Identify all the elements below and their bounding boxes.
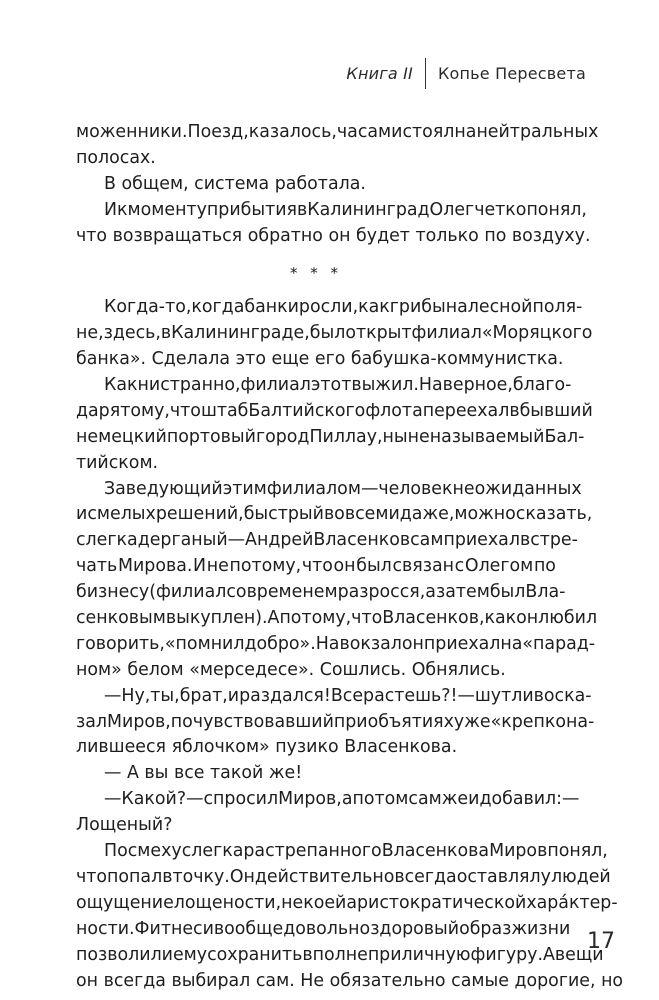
paragraph [76, 295, 593, 373]
text-line: В общем, система работала. [104, 173, 366, 194]
text-block-before-separator [76, 120, 599, 249]
text-line: Когда-то, когда банки росли, как грибы на лесной поля- [104, 297, 583, 318]
paragraph [76, 787, 580, 839]
text-line: немецкий портовый город Пиллау, ныне называемый Бал- [76, 426, 585, 447]
text-line: Лощеный? [76, 815, 173, 836]
text-line: бизнесу (филиал со временем разросся, а затем был Вла- [76, 582, 566, 603]
text-line: Заведующий этим филиалом — человек неожиданных [104, 478, 582, 499]
paragraph [76, 373, 593, 477]
paragraph [76, 684, 595, 762]
text-line: ощущение лощености, некоей аристократической хара́ктер- [76, 892, 618, 913]
text-line: — Ну, ты, брат, и раздался! Все растешь?! — шутливо ска- [104, 685, 592, 706]
text-line: ном» белом «мерседесе». Сошлись. Обнялись. [76, 659, 506, 680]
book-number: Книга II [346, 63, 413, 83]
text-line: тийском. [76, 452, 159, 473]
text-line: говорить, «помнил добро». На вокзал он приехал на «парад- [76, 633, 596, 654]
text-line: позволили ему сохранить вполне приличную фигуру. А вещи [76, 944, 604, 965]
paragraph [76, 761, 556, 787]
text-line: банка». Сделала это еще его бабушка-коммунистка. [76, 349, 564, 370]
text-line: чать Мирова. И не потому, что он был связан с Олегом по [76, 556, 556, 577]
text-line: Как ни странно, филиал этот выжил. Наверное, благо- [104, 375, 572, 396]
text-line: слегка дерганый — Андрей Власенков сам приехал встре- [76, 530, 578, 551]
text-line: сенковым выкуплен). А потому, что Власенков, как он любил [76, 608, 598, 629]
text-line: не, здесь, в Калининграде, был открыт филиал «Моряцкого [76, 323, 593, 344]
section-separator: * * * [289, 264, 343, 283]
text-line: По смеху слегка растрепанного Власенкова Миров понял, [104, 841, 608, 862]
text-line: И к моменту прибытия в Калининград Олег четко понял, [104, 199, 587, 220]
text-line: — А вы все такой же! [104, 763, 303, 784]
text-line: моженники. Поезд, казалось, часами стоял на нейтральных [76, 122, 599, 142]
text-line: зал Миров, почувствовавший при объятиях уже «крепко на- [76, 711, 595, 732]
paragraph [76, 198, 591, 250]
paragraph [76, 172, 556, 198]
text-line: — Какой? — спросил Миров, а потом сам же и добавил: — [104, 789, 580, 810]
text-line: что попал в точку. Он действительно всегда оставлял у людей [76, 866, 611, 887]
book-title: Копье Пересвета [437, 63, 586, 83]
paragraph [76, 477, 598, 684]
text-line: лившееся яблочком» пузико Власенкова. [76, 737, 458, 758]
text-line: и смелых решений, быстрый во всем и даже, можно сказать, [76, 504, 593, 525]
text-line: что возвращаться обратно он будет только по воздуху. [76, 225, 591, 246]
paragraph [76, 120, 599, 172]
text-line: ности. Фитнес и вообще довольно здоровый образ жизни [76, 918, 571, 939]
text-line: он всегда выбирал сам. Не обязательно самые дорогие, но [76, 970, 624, 991]
text-line: даря тому, что штаб Балтийского флота переехал в бывший [76, 400, 593, 421]
text-line: полосах. [76, 147, 156, 168]
running-header [346, 57, 586, 89]
page-number: 17 [587, 929, 615, 954]
